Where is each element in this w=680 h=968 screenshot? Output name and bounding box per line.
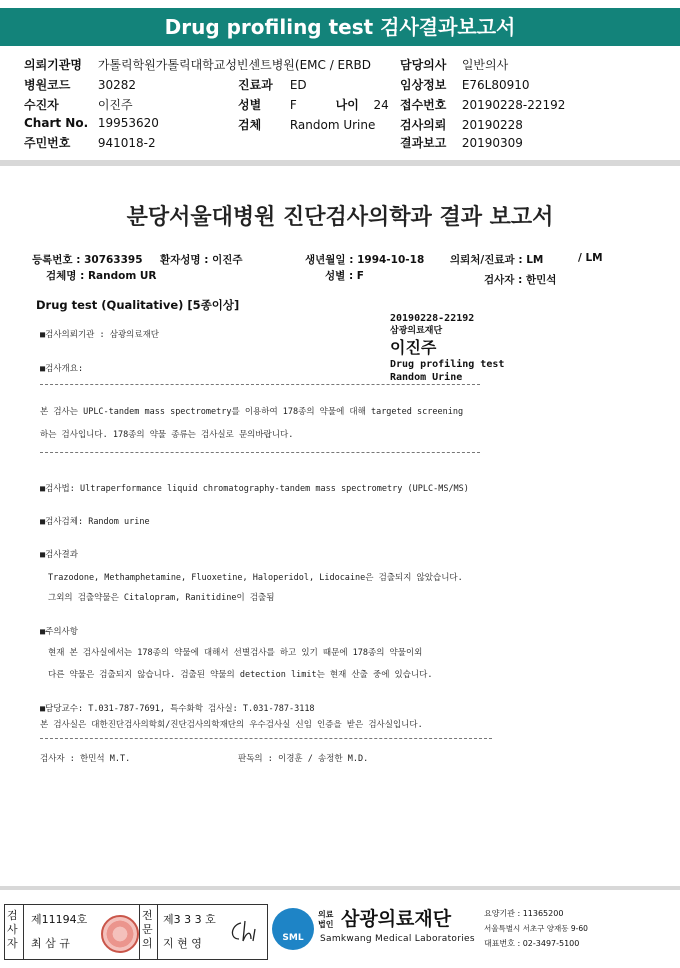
sml-logo: SML [272, 908, 314, 950]
result-line-1: Trazodone, Methamphetamine, Fluoxetine, Haloperidol, Lidocaine은 검출되지 않았습니다. [48, 573, 463, 583]
sex-row [238, 96, 389, 113]
requester: 의뢰처/진료과 : LM [450, 254, 544, 266]
age-value: 24 [373, 98, 389, 112]
contact-line: ■담당교수: T.031-787-7691, 특수화학 검사실: T.031-787-3118 [40, 704, 315, 714]
clinical-info-row [400, 76, 530, 93]
tester-signature: 검사자 : 한민석 M.T. [40, 754, 131, 764]
label-patient-name: 이진주 [390, 338, 437, 357]
result-line-2: 그외의 검출약물은 Citalopram, Ranitidine이 검출됨 [48, 593, 275, 603]
report-title: 분당서울대병원 진단검사의학과 결과 보고서 [126, 205, 554, 230]
reg-no: 등록번호 : 30763395 [32, 254, 143, 266]
label-test: Drug profiling test [390, 359, 505, 370]
report-date-label: 결과보고 [400, 136, 447, 150]
receipt-no-row [400, 96, 565, 113]
signature-box [4, 904, 268, 960]
report-date-value: 20190309 [461, 136, 523, 150]
result-heading: ■검사결과 [40, 550, 78, 560]
box1-name: 최 삼 규 [31, 937, 70, 950]
chart-label: Chart No. [24, 116, 89, 130]
caution-heading: ■주의사항 [40, 627, 78, 637]
patient-row [24, 96, 133, 113]
receipt-no-label: 접수번호 [400, 98, 447, 112]
birth-date: 생년월일 : 1994-10-18 [305, 254, 425, 266]
sex-value: F [289, 98, 297, 112]
doctor-value: 일반의사 [461, 58, 509, 72]
box2-number: 제3 3 3 호 [163, 913, 216, 926]
clinical-info-label: 임상정보 [400, 78, 447, 92]
section-title: Drug test (Qualitative) [5종이상] [36, 298, 240, 312]
overview-line-2: 하는 검사입니다. 178종의 약물 종류는 검사실로 문의바랍니다. [40, 430, 294, 440]
dash-divider [40, 384, 480, 385]
handwritten-signature [227, 917, 263, 947]
dept-row [238, 76, 307, 93]
label-receipt: 20190228-22192 [390, 313, 475, 324]
patient-value: 이진주 [97, 98, 133, 112]
caution-line-1: 현재 본 검사실에서는 178종의 약물에 대해서 선별검사를 하고 있기 때문에 178종의 약물이외 [48, 648, 423, 658]
patient-label: 수진자 [24, 98, 59, 112]
box2-label: 전문의 [142, 909, 153, 950]
box2-name: 지 현 영 [163, 937, 202, 950]
resident-label: 주민번호 [24, 136, 71, 150]
caution-line-2: 다른 약물은 검출되지 않습니다. 검출된 약물의 detection limit는 현재 산출 중에 있습니다. [48, 670, 433, 680]
specimen-value: Random Urine [289, 118, 376, 132]
report-date-row [400, 134, 523, 151]
hospital-code-row [24, 76, 136, 93]
request-date-value: 20190228 [461, 118, 523, 132]
box-divider [139, 905, 140, 959]
box-divider [23, 905, 24, 959]
org-english: Samkwang Medical Laboratories [320, 934, 475, 944]
hospital-code-label: 병원코드 [24, 78, 71, 92]
report-sex: 성별 : F [325, 270, 364, 282]
certification-line: 본 검사실은 대한진단검사의학회/진단검사의학재단의 우수검사실 신임 인증을 받은 검사실입니다. [40, 720, 423, 730]
label-org: 삼광의료재단 [390, 326, 443, 336]
overview-heading: ■검사개요: [40, 364, 84, 374]
specimen-line: ■검사검체: Random urine [40, 517, 150, 527]
receipt-no-value: 20190228-22192 [461, 98, 566, 112]
institution-label: 의뢰기관명 [24, 58, 82, 72]
lab-org: ■검사의뢰기관 : 삼광의료재단 [40, 330, 160, 340]
org-code: 요양기관 : 11365200 [484, 909, 564, 918]
dash-divider [40, 452, 480, 453]
requester-dept: / LM [578, 252, 603, 264]
org-address: 서울특별시 서초구 양재동 9-60 [484, 924, 588, 933]
request-date-label: 검사의뢰 [400, 118, 447, 132]
box-divider [157, 905, 158, 959]
age-label: 나이 [335, 98, 359, 112]
report-tester: 검사자 : 한민석 [484, 274, 557, 286]
chart-row [24, 116, 159, 130]
reader-signature: 판독의 : 이경훈 / 송정한 M.D. [238, 754, 369, 764]
hospital-code-value: 30282 [97, 78, 137, 92]
official-seal [101, 915, 139, 953]
org-prefix: 의료법인 [318, 910, 334, 929]
specimen-name: 검체명 : Random UR [46, 270, 157, 282]
org-phone: 대표번호 : 02-3497-5100 [484, 939, 580, 948]
box1-number: 제11194호 [31, 913, 88, 926]
sample-label [390, 312, 504, 384]
org-name: 삼광의료재단 [341, 908, 452, 930]
dept-label: 진료과 [238, 78, 273, 92]
doctor-label: 담당의사 [400, 58, 447, 72]
overview-line-1: 본 검사는 UPLC-tandem mass spectrometry를 이용하여 178종의 약물에 대해 targeted screening [40, 407, 464, 417]
footer-divider [0, 886, 680, 890]
box1-label: 검사자 [7, 909, 18, 950]
clinical-info-value: E76L80910 [461, 78, 530, 92]
report-banner-title: Drug profiling test 검사결과보고서 [0, 8, 680, 46]
resident-row [24, 134, 156, 151]
specimen-row [238, 116, 375, 133]
chart-value: 19953620 [97, 116, 159, 130]
resident-value: 941018-2 [97, 136, 156, 150]
institution-value: 가톨릭학원가톨릭대학교성빈센트병원(EMC / ERBD [97, 58, 371, 72]
request-date-row [400, 116, 523, 133]
specimen-label: 검체 [238, 118, 262, 132]
dept-value: ED [289, 78, 307, 92]
label-specimen: Random Urine [390, 372, 463, 383]
section-divider [0, 160, 680, 166]
doctor-row [400, 56, 508, 73]
sex-label: 성별 [238, 98, 262, 112]
dash-divider [40, 738, 492, 739]
patient-name: 환자성명 : 이진주 [160, 254, 243, 266]
institution-row [24, 56, 371, 73]
method-line: ■검사법: Ultraperformance liquid chromatography-tandem mass spectrometry (UPLC-MS/MS) [40, 484, 469, 494]
